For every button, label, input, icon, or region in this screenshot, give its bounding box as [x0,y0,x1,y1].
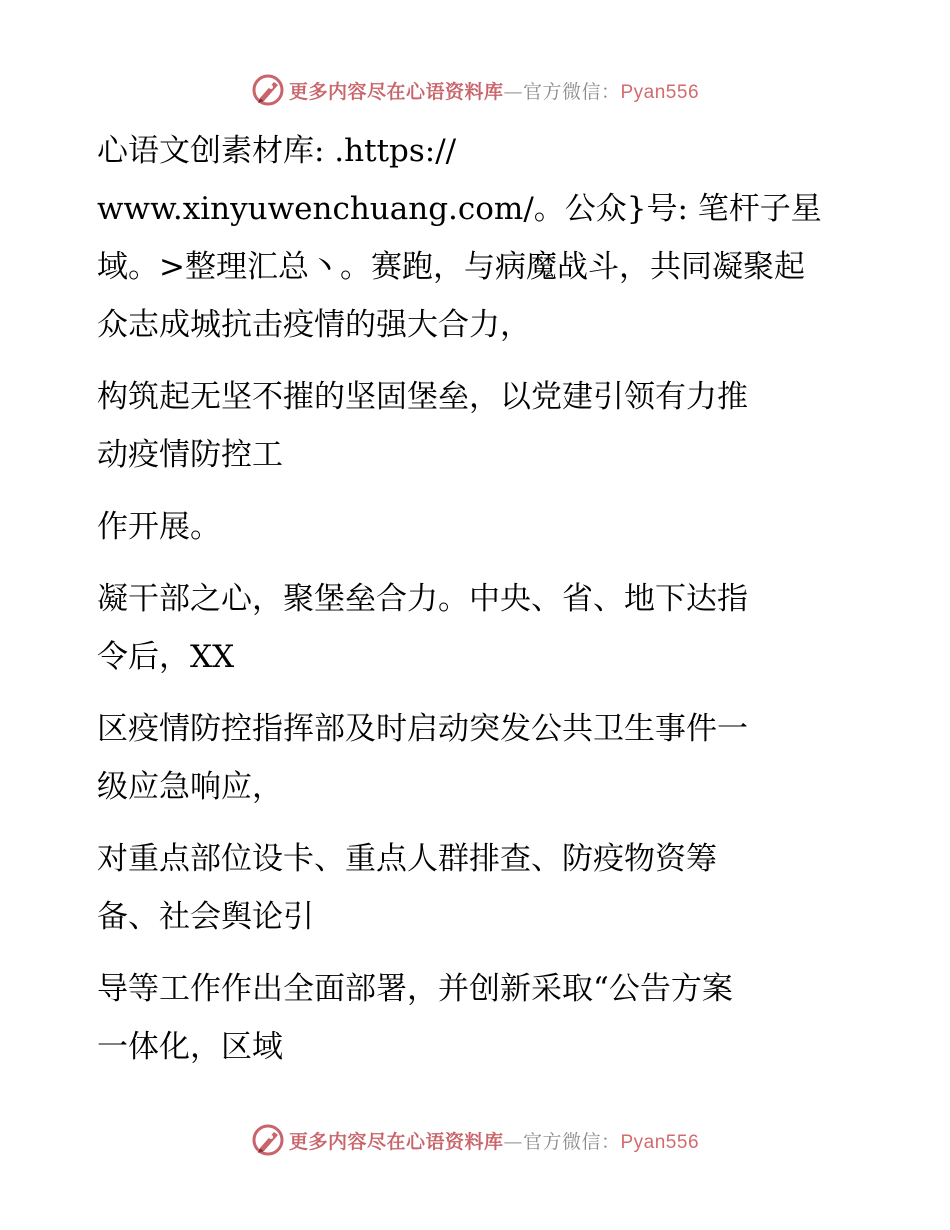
banner-wechat-label: 官方微信： [522,80,621,103]
paragraph [97,368,867,484]
text-line: 心语文创素材库: .https:// [97,133,457,169]
banner-lead-text: 更多内容尽在心语资料库 [288,1130,504,1153]
banner-wechat-id: Pyan556 [620,81,700,103]
text-line: 凝干部之心，聚堡垒合力。中央、省、地下达指 [97,581,748,617]
banner-wechat-label: 官方微信： [522,1130,621,1153]
paragraph [97,570,867,686]
document-body [97,122,867,1090]
paragraph [97,700,867,816]
banner-lead-text: 更多内容尽在心语资料库 [288,80,504,103]
text-line: 令后，XX [97,639,235,675]
banner-dash: — [503,1130,523,1153]
text-line: 区疫情防控指挥部及时启动突发公共卫生事件一 [97,711,748,747]
banner-wechat-id: Pyan556 [620,1131,700,1153]
text-line: 众志成城抗击疫情的强大合力， [97,307,531,343]
paragraph [97,960,867,1076]
text-line: www.xinyuwenchuang.com/。公众}号: 笔杆子星 [97,191,822,227]
text-line: 级应急响应， [97,769,283,805]
text-line: 构筑起无坚不摧的坚固堡垒，以党建引领有力推 [97,379,748,415]
text-line: 一体化，区域 [97,1029,283,1065]
paragraph [97,122,867,354]
text-line: 作开展。 [97,509,221,545]
pen-logo-icon [251,1123,285,1157]
paragraph [97,830,867,946]
text-line: 对重点部位设卡、重点人群排查、防疫物资筹 [97,841,717,877]
text-line: 动疫情防控工 [97,437,283,473]
paragraph [97,498,867,556]
text-line: 导等工作作出全面部署，并创新采取“公告方案 [97,971,733,1007]
footer-watermark [0,1120,950,1160]
header-watermark [0,70,950,110]
pen-logo-icon [251,73,285,107]
text-line: 域。>整理汇总丶。赛跑，与病魔战斗，共同凝聚起 [97,249,805,285]
text-line: 备、社会舆论引 [97,899,314,935]
banner-dash: — [503,80,523,103]
